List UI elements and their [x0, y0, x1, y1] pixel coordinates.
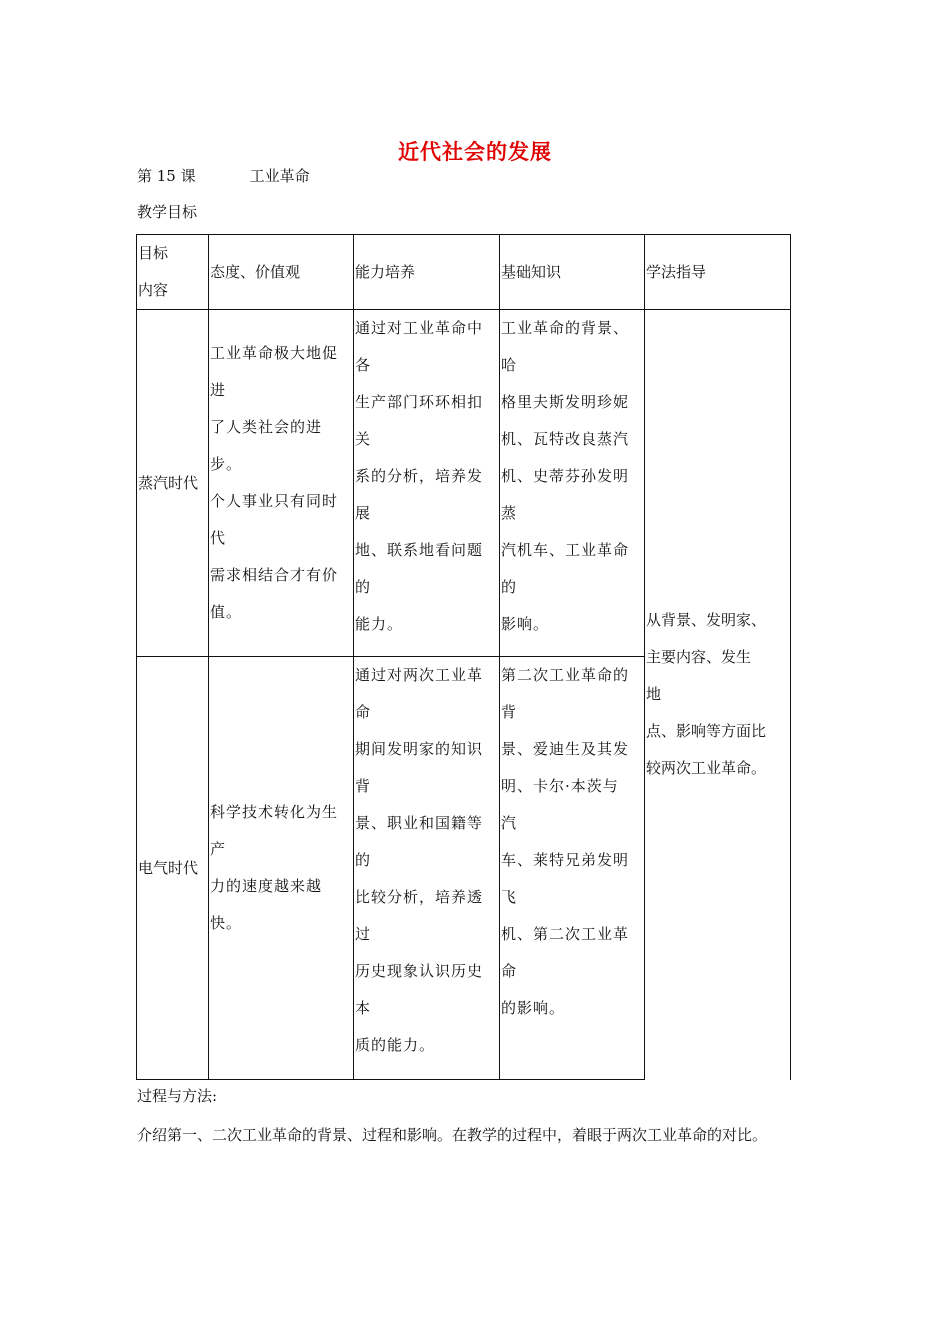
row-attitude: 科学技术转化为生 产 力的速度越来越 快。	[209, 657, 354, 1080]
row-ability: 通过对工业革命中 各 生产部门环环相扣 关 系的分析，培养发 展 地、联系地看问题 的 能力。	[354, 310, 500, 657]
lesson-number: 第 15 课	[137, 167, 196, 185]
table-header-row	[137, 235, 791, 310]
row-knowledge: 第二次工业革命的 背 景、爱迪生及其发 明、卡尔·本茨与 汽 车、莱特兄弟发明 飞 机、第二次工业革 命 的影响。	[500, 657, 645, 1080]
process-method-heading: 过程与方法:	[137, 1087, 218, 1105]
header-ability: 能力培养	[354, 235, 500, 310]
row-era: 蒸汽时代	[137, 310, 209, 657]
header-attitude: 态度、价值观	[209, 235, 354, 310]
header-knowledge: 基础知识	[500, 235, 645, 310]
row-knowledge: 工业革命的背景、 哈 格里夫斯发明珍妮 机、瓦特改良蒸汽 机、史蒂芬孙发明 蒸 汽机车、工业革命 的 影响。	[500, 310, 645, 657]
row-ability: 通过对两次工业革 命 期间发明家的知识 背 景、职业和国籍等 的 比较分析，培养透 过 历史现象认识历史 本 质的能力。	[354, 657, 500, 1080]
row-era: 电气时代	[137, 657, 209, 1080]
method-guide-cell: 从背景、发明家、 主要内容、发生 地 点、影响等方面比 较两次工业革命。	[645, 310, 791, 1080]
lesson-topic: 工业革命	[249, 167, 310, 185]
lesson-heading	[137, 165, 310, 186]
process-method-text: 介绍第一、二次工业革命的背景、过程和影响。在教学的过程中，着眼于两次工业革命的对比。	[137, 1126, 768, 1144]
objectives-heading: 教学目标	[137, 203, 198, 221]
header-target-content: 目标 内容	[137, 235, 209, 310]
objectives-table	[136, 234, 791, 1080]
header-method-guide: 学法指导	[645, 235, 791, 310]
row-attitude: 工业革命极大地促 进 了人类社会的进 步。 个人事业只有同时 代 需求相结合才有价 值。	[209, 310, 354, 657]
table-row	[137, 310, 791, 657]
document-title: 近代社会的发展	[398, 140, 552, 164]
